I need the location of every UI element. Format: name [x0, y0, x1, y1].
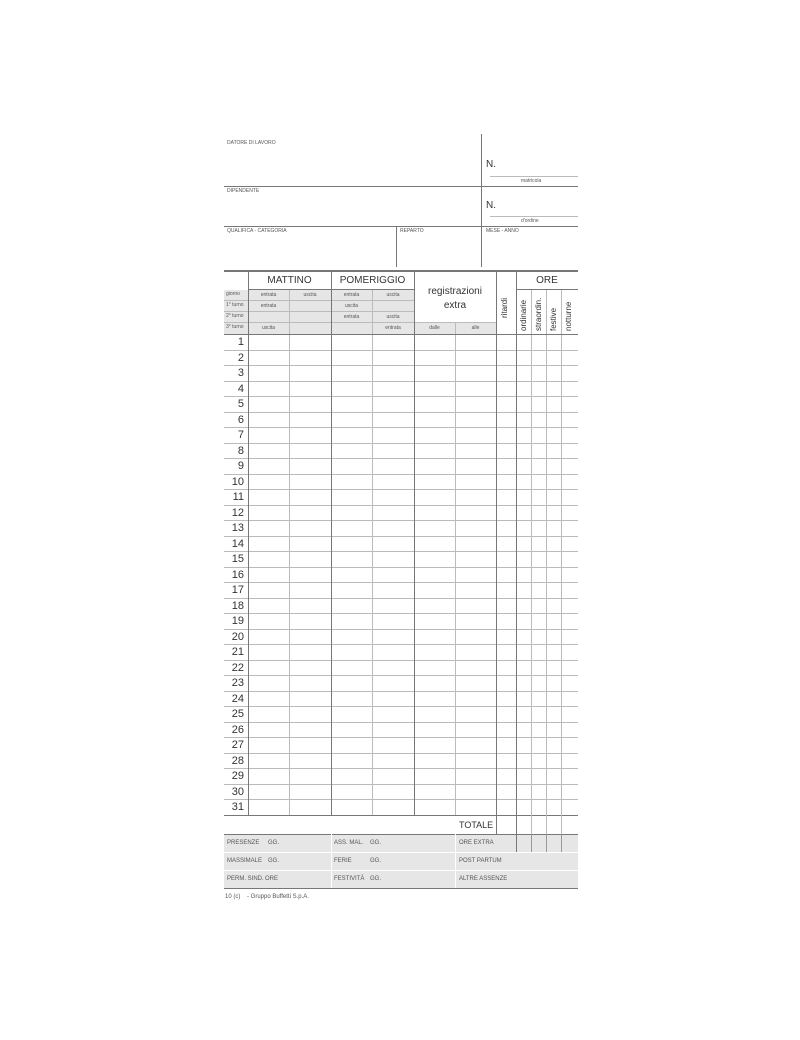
festivita-label: FESTIVITÀ [334, 876, 365, 882]
ore-col-straordin: straordin. [534, 297, 543, 331]
day-number: 5 [237, 398, 244, 410]
header-divider [481, 134, 482, 267]
massimale-label: MASSIMALE [227, 858, 263, 864]
mattino-header: MATTINO [267, 275, 312, 286]
ritardi-header: ritardi [500, 297, 509, 318]
printer-code: 10 (c) [225, 894, 241, 900]
mese-label: MESE - ANNO [486, 228, 519, 234]
day-number: 1 [237, 336, 244, 348]
datore-label: DATORE DI LAVORO [227, 140, 276, 146]
day-number: 15 [231, 553, 244, 565]
day-number: 2 [237, 351, 244, 364]
row-label-giorno: giorno [226, 291, 240, 297]
ore-extra-label: ORE EXTRA [459, 840, 494, 846]
day-number: 8 [237, 444, 244, 457]
altre-assenze-label: ALTRE ASSENZE [459, 876, 508, 882]
day-number: 7 [237, 429, 244, 441]
ore-col-festive: festive [549, 307, 558, 331]
day-number: 13 [231, 522, 244, 534]
extra-header: extra [443, 300, 467, 311]
row-label-turno1: 1° turno [226, 302, 244, 308]
day-number: 6 [237, 413, 244, 426]
presenze-label: PRESENZE [227, 840, 260, 846]
ore-col-notturne: notturne [564, 301, 573, 331]
day-number: 30 [231, 785, 244, 798]
qualifica-label: QUALIFICA - CATEGORIA [227, 228, 287, 234]
totale-label: TOTALE [459, 820, 494, 830]
ore-header: ORE [536, 275, 558, 286]
perm-sind-label: PERM. SIND. [227, 876, 264, 882]
post-partum-label: POST PARTUM [459, 858, 502, 864]
row-label-turno3: 3° turno [226, 324, 244, 330]
day-number: 9 [237, 460, 244, 472]
day-number: 18 [231, 599, 244, 612]
row-label-turno2: 2° turno [226, 313, 244, 319]
day-number: 11 [232, 491, 244, 503]
registrazioni-header: registrazioni [428, 286, 482, 297]
ass-mal-label: ASS. MAL. [334, 840, 364, 846]
reparto-label: REPARTO [400, 228, 424, 234]
day-number: 21 [231, 646, 244, 658]
day-number: 31 [231, 801, 244, 813]
day-number: 16 [231, 568, 244, 581]
day-number: 10 [231, 475, 244, 488]
dipendente-label: DIPENDENTE [227, 188, 260, 194]
n-label-2: N. [486, 200, 496, 211]
day-number: 3 [237, 367, 244, 379]
day-number: 4 [237, 382, 244, 395]
day-number: 14 [231, 537, 244, 550]
ore-col-ordinarie: ordinarie [519, 299, 528, 331]
day-number: 12 [231, 506, 244, 519]
day-number: 28 [231, 754, 244, 767]
day-number: 29 [231, 770, 244, 782]
pomeriggio-header: POMERIGGIO [339, 275, 406, 286]
day-number: 20 [231, 630, 244, 643]
ordine-label: d'ordine [521, 218, 539, 224]
ferie-label: FERIE [334, 858, 352, 864]
printer-publisher: - Gruppo Buffetti S.p.A. [247, 894, 309, 900]
day-number: 25 [231, 708, 244, 720]
day-number: 22 [231, 661, 244, 674]
matricola-label: matricola [521, 178, 542, 184]
day-number: 17 [231, 584, 244, 596]
day-number: 24 [231, 692, 244, 705]
day-number: 19 [231, 615, 244, 627]
n-label-1: N. [486, 159, 496, 170]
day-number: 27 [231, 739, 244, 751]
day-number: 26 [231, 723, 244, 736]
day-number: 23 [231, 677, 244, 689]
